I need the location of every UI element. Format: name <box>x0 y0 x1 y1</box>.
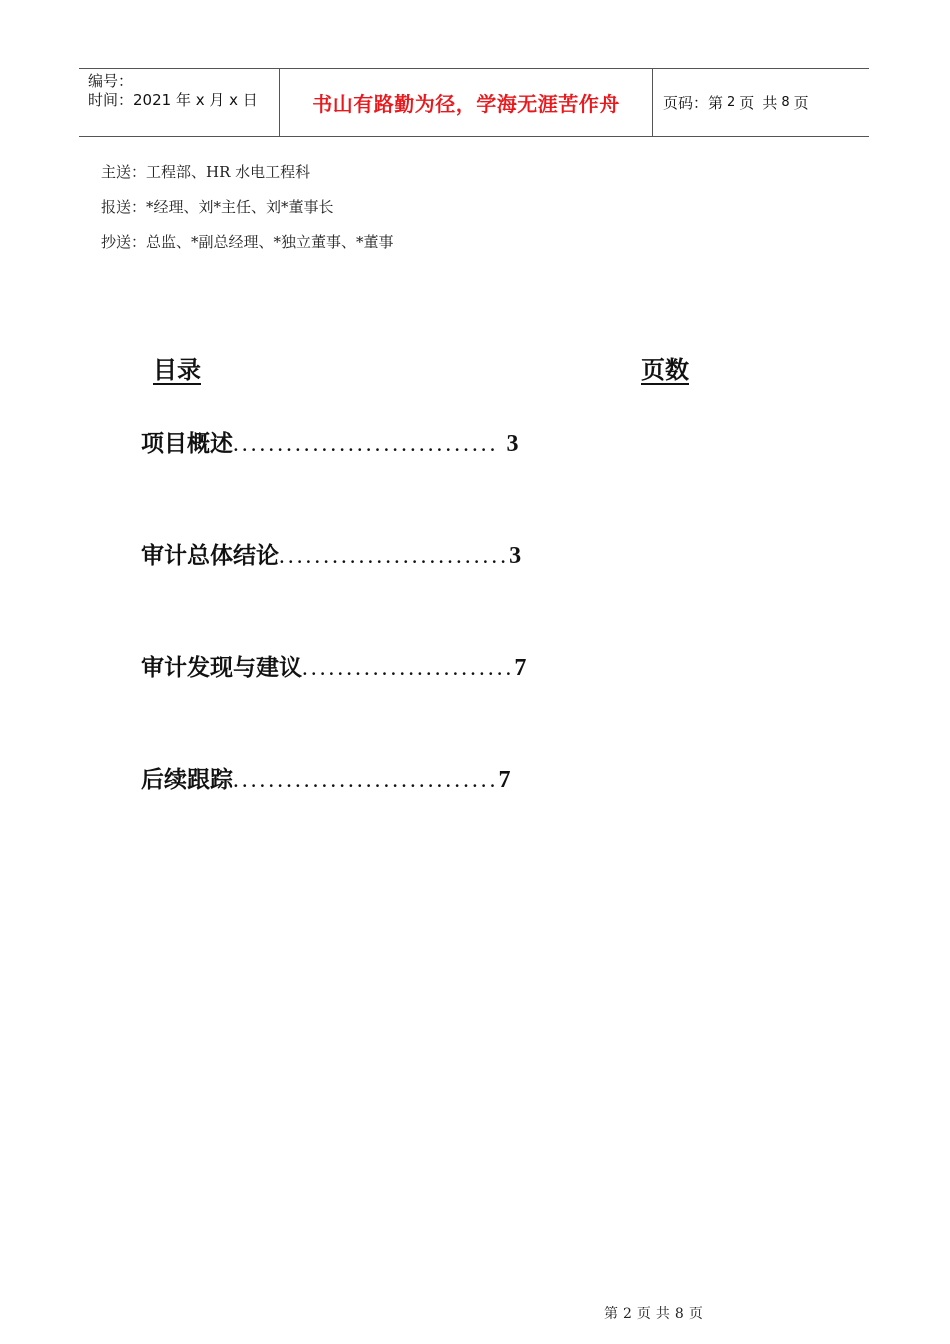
toc-page-heading: 页数 <box>641 356 689 384</box>
page-current: 2 <box>727 95 736 110</box>
footer-current: 2 <box>623 1306 632 1322</box>
toc-leader-dots: .............................. <box>233 431 499 456</box>
footer-total: 8 <box>674 1306 684 1322</box>
page-unit: 页 <box>739 94 755 112</box>
footer-page: 页 <box>636 1306 651 1322</box>
header-table <box>79 68 869 137</box>
header-motto-cell <box>280 69 653 136</box>
toc-item[interactable] <box>141 761 511 794</box>
toc-item-title: 后续跟踪 <box>141 767 233 793</box>
toc-item-title: 项目概述 <box>141 431 233 457</box>
toc-heading: 目录 <box>153 356 201 384</box>
toc-leader-dots: ........................ <box>302 655 515 680</box>
report-to-line: 报送：*经理、刘*主任、刘*董事长 <box>101 198 334 216</box>
distribution-list <box>101 160 394 265</box>
toc-item[interactable] <box>141 537 521 570</box>
page-prefix: 页码：第 <box>663 94 724 112</box>
toc-item-title: 审计总体结论 <box>141 543 279 569</box>
toc-item-page: 7 <box>498 767 511 793</box>
copy-to-line: 抄送：总监、*副总经理、*独立董事、*董事 <box>101 233 394 251</box>
footer-first: 第 <box>604 1306 618 1322</box>
header-page-cell <box>653 69 869 136</box>
toc-leader-dots: .............................. <box>233 767 499 792</box>
toc-item[interactable] <box>141 425 519 458</box>
toc-item[interactable] <box>141 649 526 682</box>
footer-total-prefix: 共 <box>655 1306 670 1322</box>
motto-text: 书山有路勤为径，学海无涯苦作舟 <box>312 92 620 116</box>
toc-item-page: 3 <box>509 543 522 569</box>
header-meta-cell <box>79 69 280 136</box>
footer-total-unit: 页 <box>688 1306 703 1322</box>
page-total-unit: 页 <box>793 94 809 112</box>
toc-leader-dots: .......................... <box>279 543 510 568</box>
serial-label: 编号： <box>88 72 134 90</box>
page-footer <box>604 1303 703 1323</box>
page-total: 8 <box>781 95 790 110</box>
main-to-line: 主送：工程部、HR 水电工程科 <box>101 163 311 181</box>
toc-item-page: 3 <box>506 431 519 457</box>
page-total-prefix: 共 <box>762 94 778 112</box>
toc-item-page: 7 <box>514 655 527 681</box>
time-label: 时间：2021 年 x 月 x 日 <box>88 91 258 109</box>
toc-item-title: 审计发现与建议 <box>141 655 302 681</box>
